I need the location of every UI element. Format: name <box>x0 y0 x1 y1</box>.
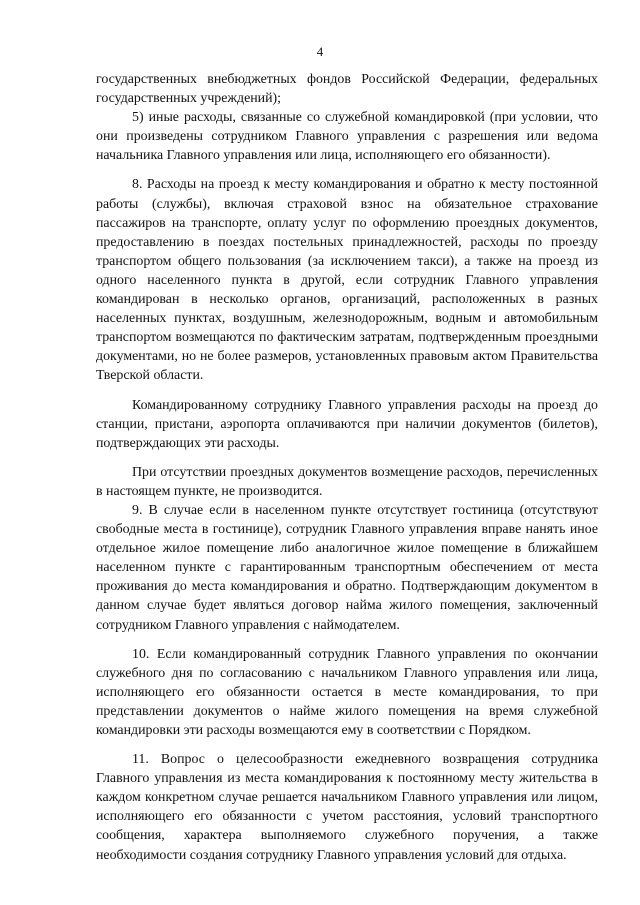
document-body <box>96 70 598 865</box>
paragraph-item-8-absence: При отсутствии проездных документов возмещение расходов, перечисленных в настоящем пункте, не производится. <box>96 464 598 499</box>
paragraph-item-5: 5) иные расходы, связанные со служебной командировкой (при условии, что они произведены сотрудником Главного управления с разрешения или ведома начальника Главного управления или лица, исполняющего его обязанности). <box>96 110 598 164</box>
paragraph-item-8-station: Командированному сотруднику Главного управления расходы на проезд до станции, пристани, аэропорта оплачиваются при наличии документов (билетов), подтверждающих эти расходы. <box>96 397 598 451</box>
paragraph-item-9: 9. В случае если в населенном пункте отсутствует гостиница (отсутствуют свободные места в гостинице), сотрудник Главного управления вправе нанять иное отдельное жилое помещение либо аналогичное жилое помещение в ближайшем населенном пункте с гарантированным транспортным обеспечением от места проживания до места командирования и обратно. Подтверждающим документом в данном случае будет являться договор найма жилого помещения, заключенный сотрудником Главного управления с наймодателем. <box>96 502 598 633</box>
paragraph-item-8: 8. Расходы на проезд к месту командирования и обратно к месту постоянной работы (службы), включая страховой взнос на обязательное страхование пассажиров на транспорте, оплату услуг по оформлению проездных документов, предоставлению в поездах постельных принадлежностей, расходы по проезду транспортом общего пользования (за исключением такси), а также на проезд из одного населенного пункта в другой, если сотрудник Главного управления командирован в несколько органов, организаций, расположенных в разных населенных пунктах, воздушным, железнодорожным, водным и автомобильным транспортом возмещаются по фактическим затратам, подтвержденным проездными документами, но не более размеров, установленных правовым актом Правительства Тверской области. <box>96 177 598 384</box>
paragraph-item-10: 10. Если командированный сотрудник Главного управления по окончании служебного дня по согласованию с начальником Главного управления или лица, исполняющего его обязанности остается в месте командирования, то при представлении документов о найме жилого помещения на время служебной командировки эти расходы возмещаются ему в соответствии с Порядком. <box>96 646 598 738</box>
page-number: 4 <box>316 44 324 59</box>
paragraph-item-11: 11. Вопрос о целесообразности ежедневного возвращения сотрудника Главного управления из места командирования к постоянному месту жительства в каждом конкретном случае решается начальником Главного управления или лицом, исполняющего его обязанности с учетом расстояния, условий транспортного сообщения, характера выполняемого служебного поручения, а также необходимости создания сотруднику Главного управления условий для отдыха. <box>96 752 598 863</box>
paragraph-continuation: государственных внебюджетных фондов Российской Федерации, федеральных государственных учреждений); <box>96 72 598 107</box>
